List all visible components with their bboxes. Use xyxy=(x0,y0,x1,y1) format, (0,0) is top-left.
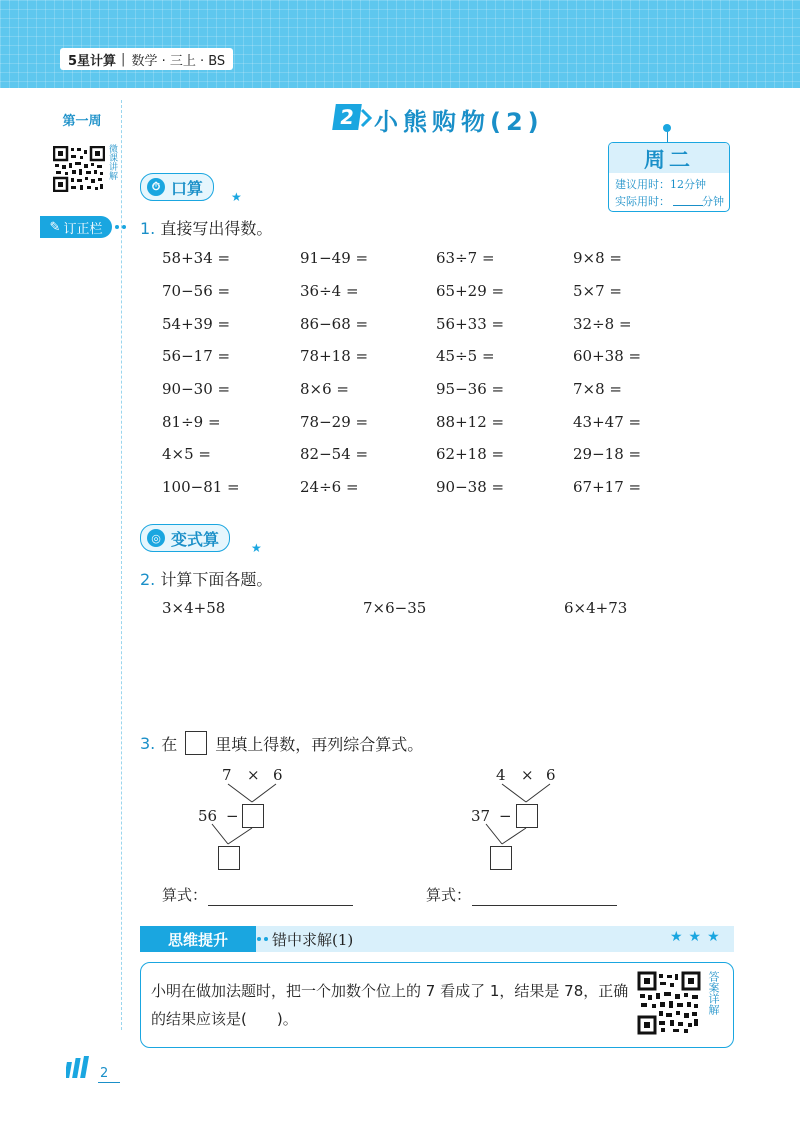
oral-equation: 81÷9 = xyxy=(162,413,221,431)
book-bars-icon xyxy=(66,1056,96,1078)
oral-equation: 5×7 = xyxy=(573,282,622,300)
actual-time-row xyxy=(615,193,724,209)
oral-equation: 43+47 = xyxy=(573,413,642,431)
oral-equation: 63÷7 = xyxy=(436,249,495,267)
thinking-subtitle: 错中求解(1) xyxy=(272,931,354,949)
tree-operator: × xyxy=(521,766,534,784)
oral-equation: 36÷4 = xyxy=(300,282,359,300)
star-icon: ★ xyxy=(231,190,242,204)
section-oral xyxy=(140,173,214,201)
tree-operator: × xyxy=(247,766,260,784)
thinking-tag: 思维提升 xyxy=(140,926,256,952)
oral-equation: 90−38 = xyxy=(436,478,505,496)
page-number-underline xyxy=(98,1082,120,1083)
oral-equation: 54+39 = xyxy=(162,315,231,333)
formula-label: 算式： xyxy=(426,886,472,904)
question-2-prompt: 计算下面各题。 xyxy=(160,570,273,589)
answer-box[interactable] xyxy=(516,804,538,828)
oral-equation: 62+18 = xyxy=(436,445,505,463)
tree-operator: − xyxy=(226,807,239,825)
day-card xyxy=(608,142,730,212)
correction-dots-icon xyxy=(114,223,128,231)
oral-equation: 9×8 = xyxy=(573,249,622,267)
card-pin-icon xyxy=(663,124,671,132)
tree-operand: 7 xyxy=(222,766,232,784)
chevron-right-icon xyxy=(360,108,374,128)
oral-equation: 91−49 = xyxy=(300,249,369,267)
oral-equation: 45÷5 = xyxy=(436,347,495,365)
oral-equation: 58+34 = xyxy=(162,249,231,267)
actual-time-blank[interactable] xyxy=(673,205,703,206)
tree-operator: − xyxy=(499,807,512,825)
oral-equation: 56−17 = xyxy=(162,347,231,365)
stopwatch-icon: ⏱ xyxy=(147,178,165,196)
question-3-number: 3. xyxy=(140,733,156,753)
oral-equation: 78−29 = xyxy=(300,413,369,431)
problem-text: 小明在做加法题时，把一个加数个位上的 7 看成了 1，结果是 78，正确的结果应该是( )。 xyxy=(151,982,629,1028)
tree-operand: 56 xyxy=(198,807,218,825)
oral-equation: 65+29 = xyxy=(436,282,505,300)
week-label: 第一周 xyxy=(62,114,102,129)
question-1-prompt: 直接写出得数。 xyxy=(160,219,273,238)
qr-code-icon[interactable] xyxy=(637,971,701,1035)
oral-equation: 95−36 = xyxy=(436,380,505,398)
difficulty-stars-icon: ★★★ xyxy=(670,929,726,945)
correction-label: 订正栏 xyxy=(63,221,103,237)
question-3 xyxy=(140,731,423,755)
formula-blank[interactable] xyxy=(472,905,617,906)
formula-blank[interactable] xyxy=(208,905,353,906)
tree-operand: 4 xyxy=(496,766,506,784)
oral-equation: 82−54 = xyxy=(300,445,369,463)
oral-equation: 32÷8 = xyxy=(573,315,632,333)
actual-time-label: 实际用时： xyxy=(615,195,670,208)
day-title: 周二 xyxy=(644,148,694,172)
answer-box[interactable] xyxy=(490,846,512,870)
header-band xyxy=(0,0,800,88)
calc-item: 7×6−35 xyxy=(363,599,427,617)
question-3-prompt-after: 里填上得数，再列综合算式。 xyxy=(215,734,424,754)
actual-time-unit: 分钟 xyxy=(702,195,724,208)
oral-equation: 60+38 = xyxy=(573,347,642,365)
lesson-number-badge: 2 xyxy=(332,104,362,130)
star-icon: ★ xyxy=(251,541,262,555)
suggested-time: 建议用时：12分钟 xyxy=(615,178,706,191)
question-2-number: 2. xyxy=(140,570,156,589)
problem-box xyxy=(140,962,734,1048)
pencil-icon: ✎ xyxy=(49,219,61,235)
oral-equation: 90−30 = xyxy=(162,380,231,398)
oral-equation: 4×5 = xyxy=(162,445,211,463)
formula-label: 算式： xyxy=(162,886,208,904)
answer-box[interactable] xyxy=(242,804,264,828)
oral-equation: 88+12 = xyxy=(436,413,505,431)
series-separator: | xyxy=(121,51,126,67)
qr-code-icon[interactable] xyxy=(53,146,105,192)
section-oral-label: 口算 xyxy=(171,178,204,198)
thinking-dots-icon xyxy=(256,935,270,943)
oral-equation: 67+17 = xyxy=(573,478,642,496)
oral-equation: 100−81 = xyxy=(162,478,240,496)
tree-operand: 6 xyxy=(546,766,556,784)
oral-equation: 29−18 = xyxy=(573,445,642,463)
answer-box[interactable] xyxy=(218,846,240,870)
oral-equation: 56+33 = xyxy=(436,315,505,333)
oral-equation: 70−56 = xyxy=(162,282,231,300)
subject-info: 数学 · 三上 · BS xyxy=(131,53,226,69)
question-1 xyxy=(140,216,272,239)
oral-equation: 7×8 = xyxy=(573,380,622,398)
question-3-prompt-before: 在 xyxy=(161,734,178,754)
qr-caption: 答案详解 xyxy=(707,971,720,1015)
qr-caption: 微课讲解 xyxy=(107,144,117,180)
correction-tab xyxy=(40,216,112,238)
tree-operand: 6 xyxy=(273,766,283,784)
series-tag xyxy=(60,48,233,70)
answer-space[interactable] xyxy=(160,626,720,718)
page-number: 2 xyxy=(100,1066,109,1081)
tree-operand: 37 xyxy=(471,807,491,825)
margin-rule xyxy=(121,100,122,1030)
sample-box-icon xyxy=(185,731,207,755)
oral-equation: 8×6 = xyxy=(300,380,349,398)
lesson-title: 小熊购物(2) xyxy=(374,108,544,136)
question-1-number: 1. xyxy=(140,219,156,238)
target-icon: ◎ xyxy=(147,529,165,547)
oral-equation: 86−68 = xyxy=(300,315,369,333)
section-variant-label: 变式算 xyxy=(171,529,220,549)
section-variant xyxy=(140,524,230,552)
calc-item: 6×4+73 xyxy=(564,599,628,617)
calc-item: 3×4+58 xyxy=(162,599,226,617)
oral-equation: 24÷6 = xyxy=(300,478,359,496)
question-2 xyxy=(140,567,272,590)
oral-equation: 78+18 = xyxy=(300,347,369,365)
series-name: 5星计算 xyxy=(68,53,117,69)
